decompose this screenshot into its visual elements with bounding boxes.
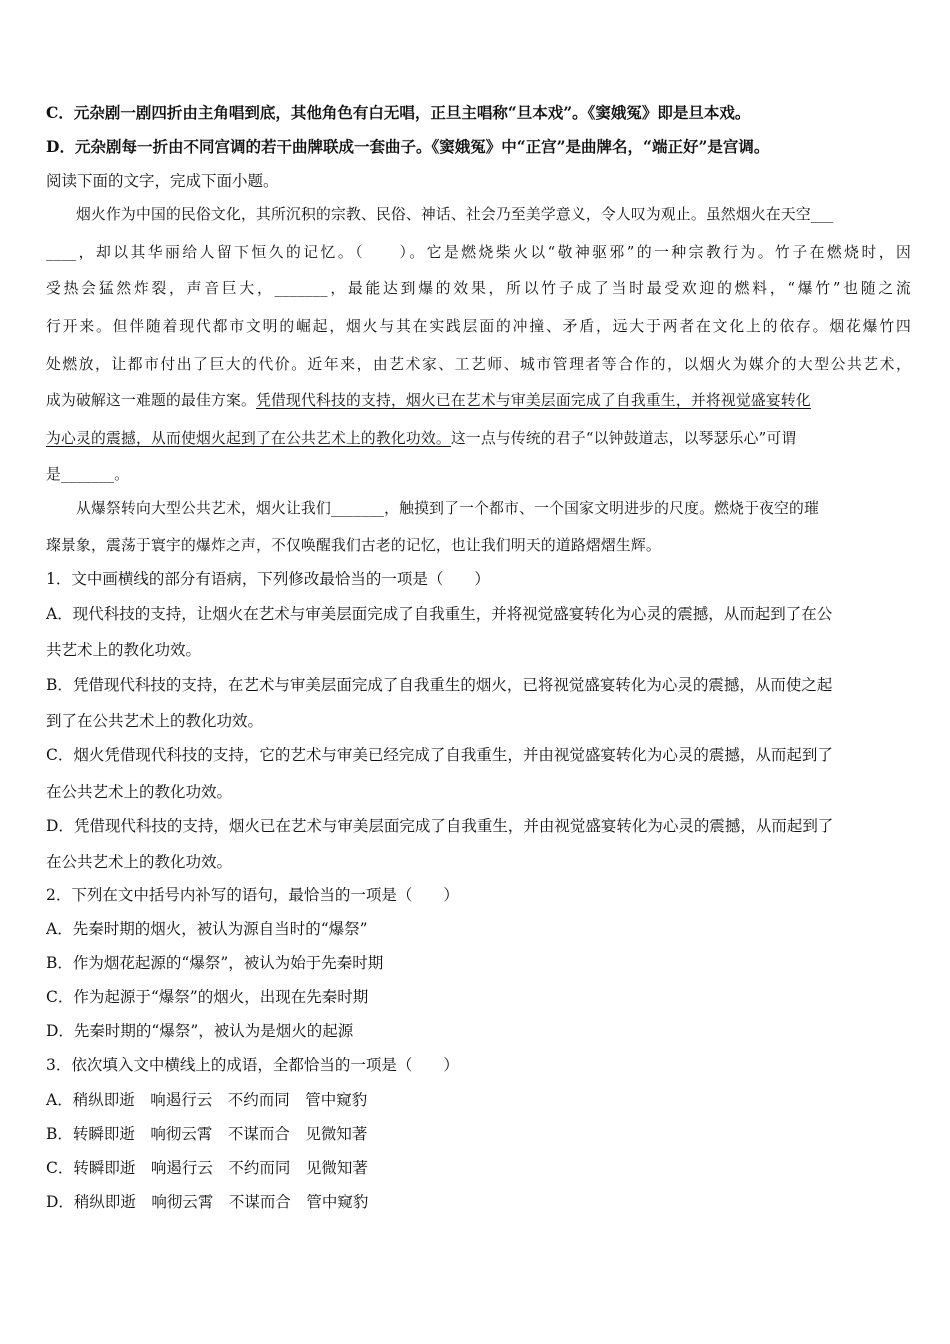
q1-option-b: B．凭借现代科技的支持，在艺术与审美层面完成了自我重生的烟火，已将视觉盛宴转化为心灵的震撼，从而使之起 [46,676,833,694]
q1-option-b-cont: 到了在公共艺术上的教化功效。 [46,712,264,730]
passage-line-2: ____，却以其华丽给人留下恒久的记忆。（ ）。它是燃烧柴火以“敬神驱邪”的一种宗教行为。竹子在燃烧时，因 [46,244,911,261]
passage-text: 成为破解这一难题的最佳方案。 [46,392,256,409]
q2-option-c: C．作为起源于“爆祭”的烟火，出现在先秦时期 [46,988,369,1006]
passage-line-1: 烟火作为中国的民俗文化，其所沉积的宗教、民俗、神话、社会乃至美学意义，令人叹为观止。虽然烟火在天空___ [76,206,834,223]
passage-line-6 [46,391,911,411]
passage-line-8: 是_______。 [46,466,130,483]
question-3-stem: 3．依次填入文中横线上的成语，全都恰当的一项是（ ） [46,1056,459,1074]
q2-option-d: D．先秦时期的“爆祭”，被认为是烟火的起源 [46,1022,354,1040]
q2-option-b: B．作为烟花起源的“爆祭”，被认为始于先秦时期 [46,954,384,972]
question-1-stem: 1．文中画横线的部分有语病，下列修改最恰当的一项是（ ） [46,570,490,588]
q3-option-a: A．稍纵即逝 响遏行云 不约而同 管中窥豹 [46,1091,368,1109]
q3-option-d: D．稍纵即逝 响彻云霄 不谋而合 管中窥豹 [46,1193,369,1211]
passage-line-9: 从爆祭转向大型公共艺术，烟火让我们_______，触摸到了一个都市、一个国家文明进步的尺度。燃烧于夜空的璀 [76,500,820,517]
passage-line-4: 行开来。但伴随着现代都市文明的崛起，烟火与其在实践层面的冲撞、矛盾，远大于两者在文化上的依存。烟花爆竹四 [46,318,911,335]
q3-option-b: B．转瞬即逝 响彻云霄 不谋而合 见微知著 [46,1125,368,1143]
option-c-prev: C．元杂剧一剧四折由主角唱到底，其他角色有白无唱，正旦主唱称“旦本戏”。《窦娥冤》即是旦本戏。 [46,103,751,122]
q3-option-c: C．转瞬即逝 响遏行云 不约而同 见微知著 [46,1159,368,1177]
q1-option-c-cont: 在公共艺术上的教化功效。 [46,783,233,801]
passage-line-7 [46,429,911,449]
passage-text: 这一点与传统的君子“以钟鼓道志，以琴瑟乐心”可谓 [450,430,797,447]
option-d-prev: D．元杂剧每一折由不同宫调的若干曲牌联成一套曲子。《窦娥冤》中“正宫”是曲牌名，“端正好”是宫调。 [46,137,770,156]
q1-option-d: D．凭借现代科技的支持，烟火已在艺术与审美层面完成了自我重生，并由视觉盛宴转化为心灵的震撼，从而起到了 [46,817,834,835]
underlined-sentence-end: 为心灵的震撼，从而使烟火起到了在公共艺术上的教化功效。 [46,430,451,447]
passage-line-3: 受热会猛然炸裂，声音巨大，_______，最能达到爆的效果，所以竹子成了当时最受欢迎的燃料，“爆竹”也随之流 [46,280,911,297]
passage-line-10: 璨景象，震荡于寰宇的爆炸之声，不仅唤醒我们古老的记忆，也让我们明天的道路熠熠生辉。 [46,537,661,554]
q1-option-a: A．现代科技的支持，让烟火在艺术与审美层面完成了自我重生，并将视觉盛宴转化为心灵的震撼，从而起到了在公 [46,605,833,623]
passage-line-5: 处燃放，让都市付出了巨大的代价。近年来，由艺术家、工艺师、城市管理者等合作的，以烟火为媒介的大型公共艺术， [46,356,911,373]
question-2-stem: 2．下列在文中括号内补写的语句，最恰当的一项是（ ） [46,886,459,904]
q1-option-c: C．烟火凭借现代科技的支持，它的艺术与审美已经完成了自我重生，并由视觉盛宴转化为心灵的震撼，从而起到了 [46,746,833,764]
reading-instruction: 阅读下面的文字，完成下面小题。 [46,172,279,190]
q2-option-a: A．先秦时期的烟火，被认为源自当时的“爆祭” [46,920,368,938]
underlined-sentence: 凭借现代科技的支持，烟火已在艺术与审美层面完成了自我重生，并将视觉盛宴转化 [255,392,811,409]
q1-option-d-cont: 在公共艺术上的教化功效。 [46,853,233,871]
q1-option-a-cont: 共艺术上的教化功效。 [46,641,202,659]
